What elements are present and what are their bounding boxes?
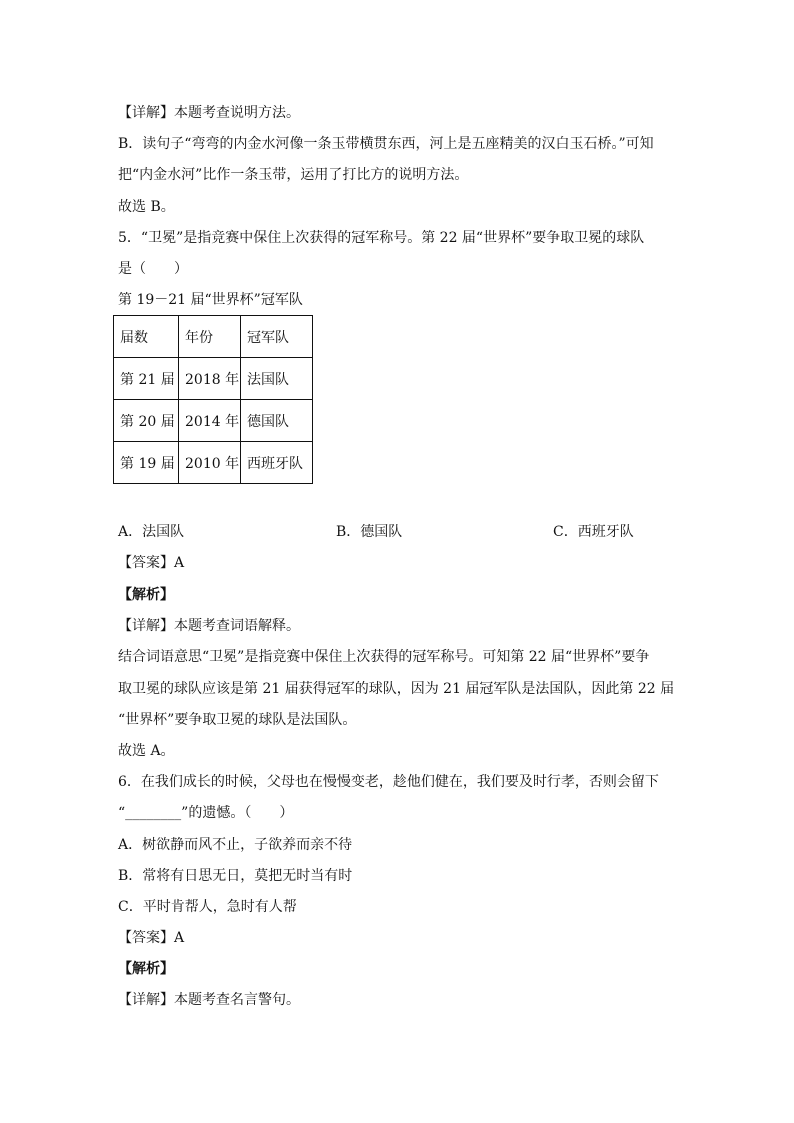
table-row [114, 400, 313, 442]
explanation-line: B．读句子“弯弯的内金水河像一条玉带横贯东西，河上是五座精美的汉白玉石桥。”可知 [118, 136, 654, 152]
explanation-line: “世界杯”要争取卫冕的球队是法国队。 [118, 712, 357, 728]
champions-table [113, 315, 313, 484]
explanation-line: 结合词语意思“卫冕”是指竞赛中保住上次获得的冠军称号。可知第 22 届“世界杯”要争 [118, 649, 650, 665]
question-5-text: 5．“卫冕”是指竞赛中保住上次获得的冠军称号。第 22 届“世界杯”要争取卫冕的球队 [118, 230, 645, 246]
detail-label-q4: 【详解】本题考查说明方法。 [118, 105, 300, 121]
question-6-text: 6．在我们成长的时候，父母也在慢慢变老，趁他们健在，我们要及时行孝，否则会留下 [118, 774, 659, 790]
answer-label: 【答案】A [118, 930, 185, 946]
option-b: B．德国队 [336, 524, 403, 540]
analysis-label: 【解析】 [118, 587, 174, 603]
table-header-row [114, 316, 313, 358]
option-a: A．法国队 [118, 524, 185, 540]
explanation-line: 取卫冕的球队应该是第 21 届获得冠军的球队，因为 21 届冠军队是法国队，因此第 22 届 [118, 681, 675, 697]
table-caption: 第 19－21 届“世界杯”冠军队 [118, 292, 303, 308]
option-a: A．树欲静而风不止，子欲养而亲不待 [118, 837, 353, 853]
table-cell: 第 20 届 [114, 400, 179, 442]
table-row [114, 442, 313, 484]
detail-label: 【详解】本题考查名言警句。 [118, 992, 300, 1008]
table-header-cell: 届数 [114, 316, 179, 358]
table-header-cell: 冠军队 [241, 316, 313, 358]
explanation-line: 把“内金水河”比作一条玉带，运用了打比方的说明方法。 [118, 167, 469, 183]
table-cell: 第 19 届 [114, 442, 179, 484]
option-b: B．常将有日思无日，莫把无时当有时 [118, 868, 353, 884]
table-cell: 法国队 [241, 358, 313, 400]
answer-label: 【答案】A [118, 555, 185, 571]
table-header-cell: 年份 [179, 316, 241, 358]
table-cell: 德国队 [241, 400, 313, 442]
choice-line: 故选 B。 [118, 199, 175, 215]
analysis-label: 【解析】 [118, 961, 174, 977]
choice-line: 故选 A。 [118, 743, 175, 759]
option-c: C．西班牙队 [553, 524, 634, 540]
table-cell: 2018 年 [179, 358, 241, 400]
detail-label: 【详解】本题考查词语解释。 [118, 618, 300, 634]
table-cell: 2014 年 [179, 400, 241, 442]
table-cell: 第 21 届 [114, 358, 179, 400]
table-cell: 西班牙队 [241, 442, 313, 484]
table-cell: 2010 年 [179, 442, 241, 484]
table-row [114, 358, 313, 400]
question-5-text: 是（ ） [118, 261, 188, 277]
question-6-text: “________”的遗憾。（ ） [118, 805, 294, 821]
option-c: C．平时肯帮人，急时有人帮 [118, 899, 297, 915]
